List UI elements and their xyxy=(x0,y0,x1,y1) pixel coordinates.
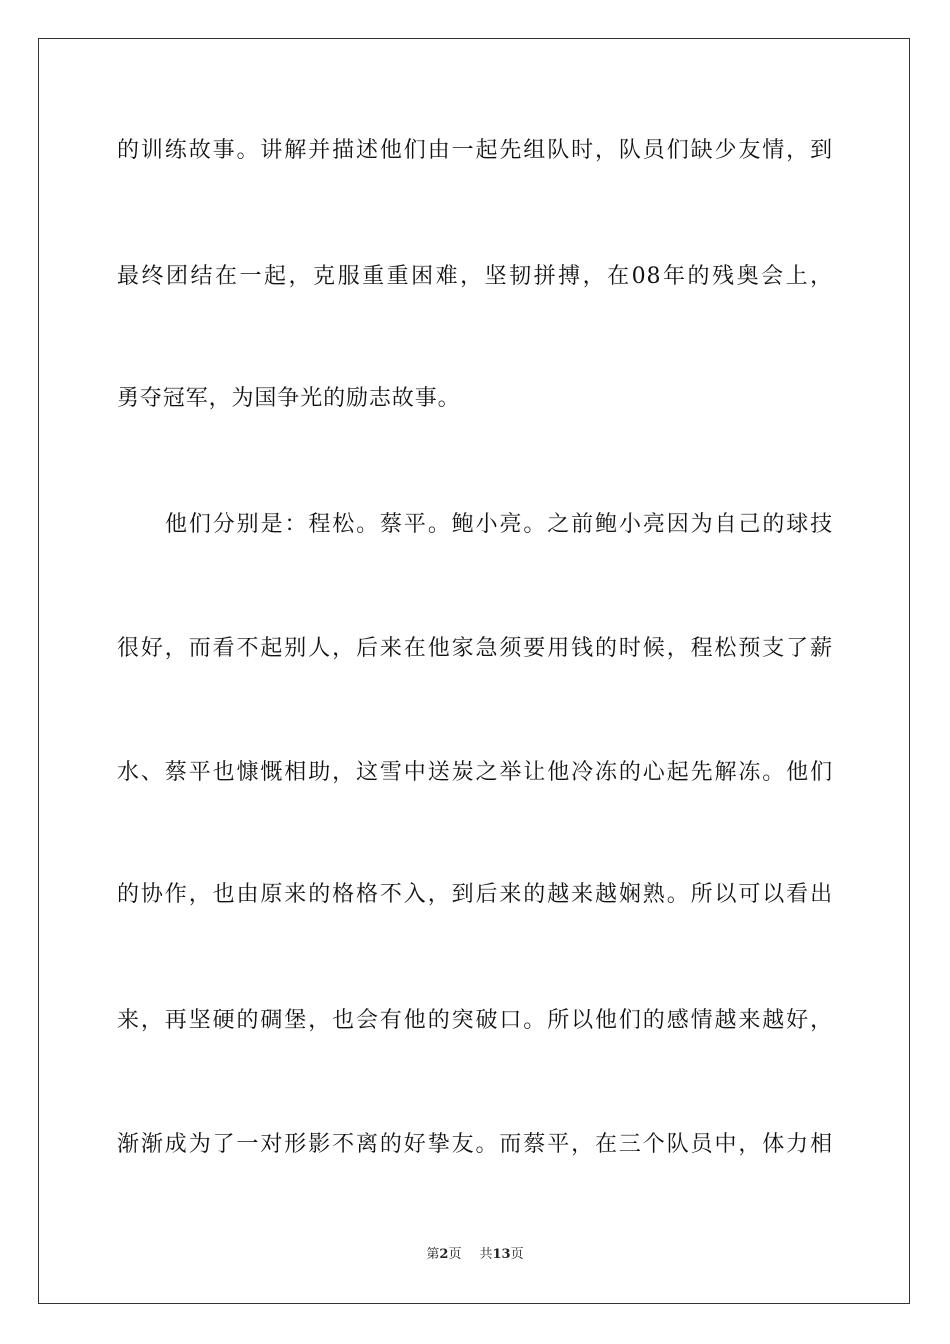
total-unit: 页 xyxy=(510,1247,524,1262)
page-unit: 页 xyxy=(448,1247,462,1262)
page-frame xyxy=(38,38,910,1304)
body-text-line: 勇夺冠军，为国争光的励志故事。 xyxy=(117,386,461,411)
total-prefix: 共 xyxy=(479,1247,493,1262)
body-text-line: 最终团结在一起，克服重重困难，坚韧拼搏，在08年的残奥会上， xyxy=(117,264,833,289)
total-pages: 13 xyxy=(492,1247,511,1262)
body-text-line: 水、蔡平也慷慨相助，这雪中送炭之举让他冷冻的心起先解冻。他们 xyxy=(117,760,833,785)
body-text-line: 的训练故事。讲解并描述他们由一起先组队时，队员们缺少友情，到 xyxy=(117,138,833,163)
body-text-line: 的协作，也由原来的格格不入，到后来的越来越娴熟。所以可以看出 xyxy=(117,882,833,907)
page-footer xyxy=(0,1246,950,1264)
page-number: 2 xyxy=(439,1247,449,1262)
body-text-line: 很好，而看不起别人，后来在他家急须要用钱的时候，程松预支了薪 xyxy=(117,636,833,661)
page-prefix: 第 xyxy=(426,1247,440,1262)
body-text-line: 来，再坚硬的碉堡，也会有他的突破口。所以他们的感情越来越好， xyxy=(117,1008,833,1033)
paragraph-first-line: 他们分别是：程松。蔡平。鲍小亮。之前鲍小亮因为自己的球技 xyxy=(165,512,833,537)
body-text-line: 渐渐成为了一对形影不离的好挚友。而蔡平，在三个队员中，体力相 xyxy=(117,1132,833,1157)
